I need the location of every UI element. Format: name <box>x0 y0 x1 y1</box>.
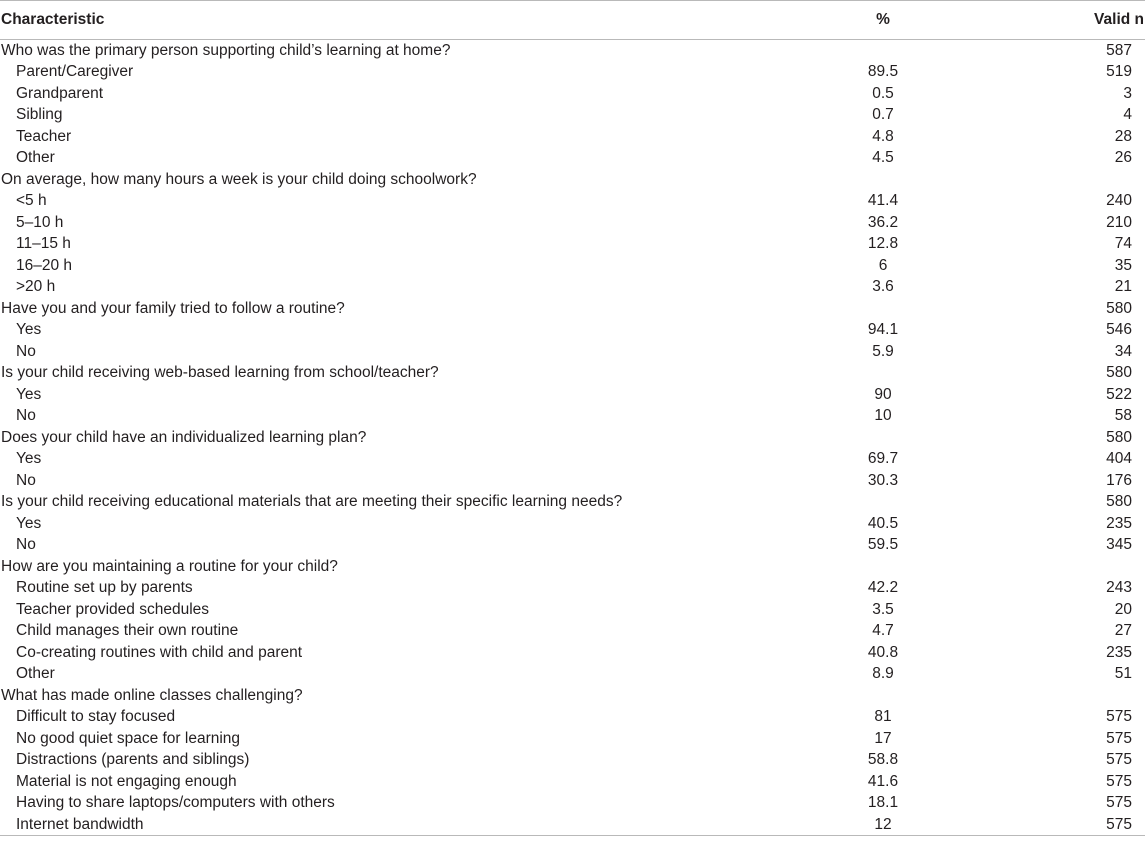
percent-cell: 0.5 <box>872 84 894 102</box>
percent-cell <box>760 298 960 320</box>
answer-row <box>0 620 1145 642</box>
valid-n-cell: 74 <box>1114 235 1132 253</box>
answer-label: Yes <box>16 514 42 532</box>
answer-row <box>0 728 1145 750</box>
valid-n-cell: 575 <box>1106 729 1132 747</box>
answer-label: Teacher <box>16 127 72 145</box>
answer-row <box>0 792 1145 814</box>
answer-label: No <box>16 536 36 554</box>
percent-cell: 58.8 <box>867 751 899 769</box>
answer-row <box>0 771 1145 793</box>
valid-n-cell: 580 <box>1106 493 1132 511</box>
valid-n-cell: 35 <box>1114 256 1132 274</box>
percent-cell: 81 <box>874 708 892 726</box>
percent-cell: 3.5 <box>872 600 894 618</box>
percent-cell: 8.9 <box>872 665 894 683</box>
answer-label: No <box>16 342 36 360</box>
percent-cell: 10 <box>874 407 892 425</box>
valid-n-cell: 34 <box>1114 342 1132 360</box>
table-body <box>0 40 1145 836</box>
valid-n-cell: 575 <box>1106 772 1132 790</box>
answer-label: Sibling <box>16 106 63 124</box>
answer-label: Material is not engaging enough <box>16 772 237 790</box>
header-valid-n: Valid n <box>960 1 1145 40</box>
answer-label: Co-creating routines with child and parent <box>16 643 303 661</box>
percent-cell: 69.7 <box>867 450 899 468</box>
valid-n-cell: 58 <box>1114 407 1132 425</box>
valid-n-cell: 575 <box>1106 751 1132 769</box>
valid-n-cell: 345 <box>1106 536 1132 554</box>
answer-label: No <box>16 471 36 489</box>
question-label: What has made online classes challenging? <box>1 686 303 704</box>
answer-row <box>0 147 1145 169</box>
answer-row <box>0 126 1145 148</box>
percent-cell: 40.5 <box>867 514 899 532</box>
valid-n-cell: 27 <box>1114 622 1132 640</box>
answer-row <box>0 749 1145 771</box>
answer-label: Other <box>16 665 55 683</box>
answer-row <box>0 663 1145 685</box>
answer-label: Other <box>16 149 55 167</box>
answer-row <box>0 233 1145 255</box>
percent-cell: 18.1 <box>867 794 899 812</box>
valid-n-cell: 240 <box>1106 192 1132 210</box>
valid-n-cell: 519 <box>1106 63 1132 81</box>
percent-cell: 41.6 <box>867 772 899 790</box>
answer-label: 16–20 h <box>16 256 73 274</box>
question-row <box>0 169 1145 191</box>
answer-row <box>0 642 1145 664</box>
percent-cell: 6 <box>878 256 888 274</box>
answer-label: Yes <box>16 321 42 339</box>
percent-cell: 41.4 <box>867 192 899 210</box>
question-label: Who was the primary person supporting child’s learning at home? <box>1 42 451 59</box>
answer-label: Routine set up by parents <box>16 579 193 597</box>
percent-cell: 30.3 <box>867 471 899 489</box>
percent-cell: 42.2 <box>867 579 899 597</box>
percent-cell: 36.2 <box>867 213 899 231</box>
answer-row <box>0 706 1145 728</box>
valid-n-cell: 587 <box>1106 42 1132 59</box>
valid-n-cell: 575 <box>960 814 1145 836</box>
question-row <box>0 40 1145 62</box>
percent-cell <box>760 427 960 449</box>
valid-n-cell: 235 <box>1106 514 1132 532</box>
answer-label: Parent/Caregiver <box>16 63 134 81</box>
header-characteristic: Characteristic <box>0 1 760 40</box>
valid-n-cell: 4 <box>1123 106 1132 124</box>
answer-row <box>0 276 1145 298</box>
valid-n-cell <box>960 169 1145 191</box>
answer-label: Having to share laptops/computers with others <box>16 794 335 812</box>
percent-cell <box>760 491 960 513</box>
percent-cell: 40.8 <box>867 643 899 661</box>
answer-row <box>0 61 1145 83</box>
percent-cell <box>760 40 960 62</box>
answer-row <box>0 577 1145 599</box>
question-row <box>0 491 1145 513</box>
percent-cell <box>760 362 960 384</box>
valid-n-cell <box>960 556 1145 578</box>
percent-cell: 12 <box>760 814 960 836</box>
answer-row <box>0 599 1145 621</box>
percent-cell: 12.8 <box>867 235 899 253</box>
answer-label: <5 h <box>16 192 47 210</box>
percent-cell: 4.5 <box>872 149 894 167</box>
valid-n-cell: 404 <box>1106 450 1132 468</box>
valid-n-cell: 20 <box>1114 600 1132 618</box>
valid-n-cell: 546 <box>1106 321 1132 339</box>
percent-cell: 3.6 <box>872 278 894 296</box>
percent-cell <box>760 169 960 191</box>
answer-row <box>0 190 1145 212</box>
percent-cell: 4.8 <box>872 127 894 145</box>
answer-row <box>0 104 1145 126</box>
question-label: Have you and your family tried to follow a routine? <box>1 299 345 317</box>
answer-label: Distractions (parents and siblings) <box>16 751 250 769</box>
valid-n-cell: 21 <box>1114 278 1132 296</box>
valid-n-cell <box>960 685 1145 707</box>
answer-row <box>0 341 1145 363</box>
valid-n-cell: 3 <box>1123 84 1132 102</box>
answer-label: Child manages their own routine <box>16 622 239 640</box>
valid-n-cell: 51 <box>1114 665 1132 683</box>
valid-n-cell: 210 <box>1106 213 1132 231</box>
question-label: Is your child receiving web-based learning from school/teacher? <box>1 364 439 382</box>
percent-cell: 4.7 <box>872 622 894 640</box>
answer-label: Yes <box>16 385 42 403</box>
valid-n-cell: 580 <box>1106 364 1132 382</box>
answer-row <box>0 470 1145 492</box>
question-row <box>0 298 1145 320</box>
question-label: On average, how many hours a week is your child doing schoolwork? <box>1 170 477 188</box>
answer-row <box>0 513 1145 535</box>
percent-cell <box>760 685 960 707</box>
table-header <box>0 1 1145 40</box>
answer-label: 11–15 h <box>16 235 71 253</box>
answer-label: Grandparent <box>16 84 104 102</box>
valid-n-cell: 580 <box>1106 428 1132 446</box>
answer-row <box>0 448 1145 470</box>
question-label: How are you maintaining a routine for your child? <box>1 557 338 575</box>
answer-label: 5–10 h <box>16 213 64 231</box>
percent-cell <box>760 556 960 578</box>
valid-n-cell: 26 <box>1114 149 1132 167</box>
question-row <box>0 685 1145 707</box>
question-row <box>0 362 1145 384</box>
answer-label: No good quiet space for learning <box>16 729 241 747</box>
valid-n-cell: 176 <box>1106 471 1132 489</box>
question-row <box>0 556 1145 578</box>
percent-cell: 17 <box>874 729 892 747</box>
answer-row <box>0 814 1145 836</box>
valid-n-cell: 243 <box>1106 579 1132 597</box>
valid-n-cell: 28 <box>1114 127 1132 145</box>
percent-cell: 0.7 <box>872 106 894 124</box>
answer-label: Teacher provided schedules <box>16 600 210 618</box>
answer-row <box>0 212 1145 234</box>
answer-row <box>0 255 1145 277</box>
question-label: Is your child receiving educational materials that are meeting their specific learning needs? <box>1 493 623 511</box>
answer-row <box>0 384 1145 406</box>
header-row <box>0 1 1145 40</box>
answer-row <box>0 83 1145 105</box>
valid-n-cell: 235 <box>1106 643 1132 661</box>
valid-n-cell: 575 <box>1106 794 1132 812</box>
answer-row <box>0 319 1145 341</box>
answer-label: No <box>16 407 36 425</box>
answer-row <box>0 405 1145 427</box>
percent-cell: 90 <box>874 385 892 403</box>
answer-label: Yes <box>16 450 42 468</box>
answer-label: Internet bandwidth <box>0 814 760 836</box>
answer-label: Difficult to stay focused <box>16 708 176 726</box>
valid-n-cell: 522 <box>1106 385 1132 403</box>
percent-cell: 5.9 <box>872 342 894 360</box>
valid-n-cell: 580 <box>1106 299 1132 317</box>
valid-n-cell: 575 <box>1106 708 1132 726</box>
percent-cell: 94.1 <box>867 321 899 339</box>
percent-cell: 59.5 <box>867 536 899 554</box>
percent-cell: 89.5 <box>867 63 899 81</box>
answer-label: >20 h <box>16 278 56 296</box>
header-percent: % <box>760 1 960 40</box>
answer-row <box>0 534 1145 556</box>
question-row <box>0 427 1145 449</box>
question-label: Does your child have an individualized learning plan? <box>1 428 367 446</box>
